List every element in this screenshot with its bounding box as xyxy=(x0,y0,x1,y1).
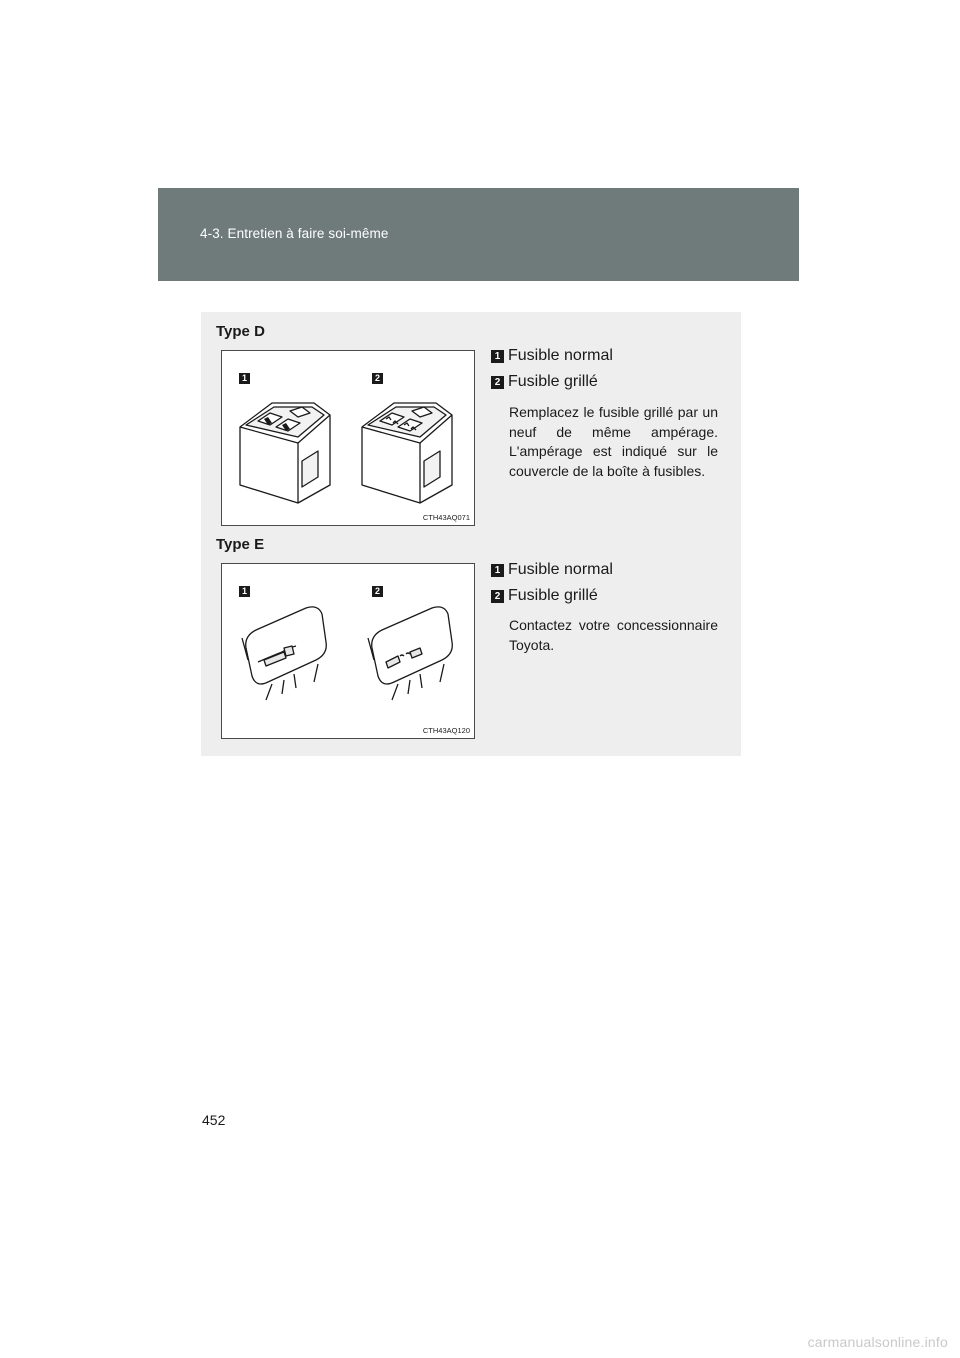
figure-badge-1: 1 xyxy=(239,373,250,384)
type-d-figure xyxy=(221,350,475,526)
number-badge-2: 2 xyxy=(491,376,504,389)
type-e-figure xyxy=(221,563,475,739)
legend-item-blown xyxy=(491,587,598,605)
page-number: 452 xyxy=(202,1112,226,1128)
type-d-description: Remplacez le fusible grillé par un neuf de même ampérage. L'ampérage est indiqué sur le couvercle de la boîte à fusibles. xyxy=(509,404,718,479)
legend-item-normal xyxy=(491,561,613,579)
type-d-label: Type D xyxy=(216,323,265,340)
legend-text: Fusible normal xyxy=(508,347,613,364)
type-e-label: Type E xyxy=(216,536,265,553)
number-badge-1: 1 xyxy=(491,350,504,363)
blade-fuse-illustration xyxy=(222,351,476,527)
figure-badge-1: 1 xyxy=(239,586,250,597)
legend-item-blown xyxy=(491,373,598,391)
cartridge-fuse-illustration xyxy=(222,564,476,740)
section-header xyxy=(158,188,799,281)
figure-badge-2: 2 xyxy=(372,586,383,597)
type-e-description: Contactez votre concessionnaire Toyota. xyxy=(509,617,718,653)
legend-item-normal xyxy=(491,347,613,365)
legend-text: Fusible normal xyxy=(508,561,613,578)
number-badge-2: 2 xyxy=(491,590,504,603)
figure-code: CTH43AQ120 xyxy=(422,726,470,735)
watermark: carmanualsonline.info xyxy=(807,1334,948,1350)
section-title: 4-3. Entretien à faire soi-même xyxy=(200,226,389,241)
number-badge-1: 1 xyxy=(491,564,504,577)
legend-text: Fusible grillé xyxy=(508,373,598,390)
figure-badge-2: 2 xyxy=(372,373,383,384)
legend-text: Fusible grillé xyxy=(508,587,598,604)
figure-code: CTH43AQ071 xyxy=(422,513,470,522)
